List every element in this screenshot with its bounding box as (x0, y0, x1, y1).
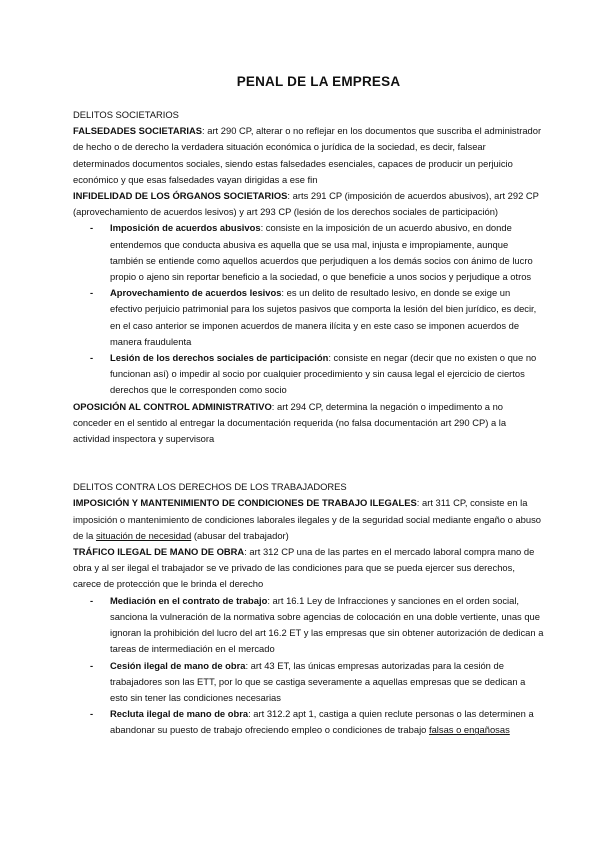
term: OPOSICIÓN AL CONTROL ADMINISTRATIVO (73, 400, 272, 412)
definition: : consiste en negar (decir que no existen o que no funcionan así) o impedir al socio por cualquier procedimiento y sin causa legal el ejercicio de ciertos derechos que le corresponden como socio (110, 352, 537, 396)
definition: : art 290 CP, alterar o no reflejar en los documentos que suscriba el administrador de hecho o de derecho la verdadera situación económica o jurídica de la sociedad, es decir, falsear determinados documentos sociales, siendo estas falsedades esenciales, capaces de producir un perjuicio económico y que esas falsedades vayan dirigidas a ese fin (73, 125, 542, 185)
definition: : consiste en la imposición de un acuerdo abusivo, en donde entendemos que conducta abusiva es aquella que se usa mal, injusta e impropiamente, aunque también se entiende como aquellos acuerdos que perjudiquen a los demás socios con ánimo de lucro propio o ajeno sin reportar beneficio a la sociedad, o que beneficie a unos socios y perjudique a otros (110, 222, 533, 283)
list-item (110, 593, 544, 658)
term: Lesión de los derechos sociales de participación (110, 352, 329, 364)
section-delitos-societarios (73, 107, 544, 447)
definition: : arts 291 CP (imposición de acuerdos abusivos), art 292 CP (aprovechamiento de acuerdos lesivos) y art 293 CP (lesión de los derechos sociales de participación) (73, 190, 539, 218)
definition: : art 16.1 Ley de Infracciones y sanciones en el orden social, sanciona la vulneración de la normativa sobre agencias de colocación en una doble vertiente, unas que ignoran la prohibición del lucro del art 16.2 ET y las empresas que sin obtener autorización de dedican a tareas de intermediación en el mercado (110, 594, 544, 655)
term: Mediación en el contrato de trabajo (110, 594, 268, 606)
term: Imposición de acuerdos abusivos (110, 222, 261, 234)
list-infidelidad (73, 220, 544, 398)
paragraph-infidelidad (73, 188, 544, 220)
document-title: PENAL DE LA EMPRESA (236, 74, 401, 89)
term: FALSEDADES SOCIETARIAS (73, 125, 203, 137)
term: Aprovechamiento de acuerdos lesivos (110, 287, 282, 299)
definition: : art 43 ET, las únicas empresas autorizadas para la cesión de trabajadores son las ETT, por lo que se castiga severamente a aquellas empresas que se dedican a esto sin tener las condiciones necesarias (110, 659, 526, 703)
underlined-text: situación de necesidad (95, 529, 192, 541)
term: Cesión ilegal de mano de obra (110, 659, 246, 671)
term: INFIDELIDAD DE LOS ÓRGANOS SOCIETARIOS (73, 190, 288, 202)
term: Recluta ilegal de mano de obra (110, 708, 249, 720)
list-item (110, 350, 544, 399)
section-derechos-trabajadores (73, 479, 544, 738)
term: TRÁFICO ILEGAL DE MANO DE OBRA (73, 546, 245, 558)
paragraph-oposicion-control (73, 399, 544, 448)
underlined-text: falsas o engañosas (428, 724, 510, 736)
list-item (110, 658, 544, 707)
list-trafico-ilegal (73, 593, 544, 739)
term: IMPOSICIÓN Y MANTENIMIENTO DE CONDICIONES DE TRABAJO ILEGALES (73, 497, 417, 509)
definition: : es un delito de resultado lesivo, en donde se exige un efectivo perjuicio patrimonial para los sujetos pasivos que comporta la lesión del bien jurídico, es decir, en el caso anterior se imponen acuerdos de manera ilícita y en este caso se imponen acuerdos de manera fraudulenta (110, 287, 537, 347)
section-heading: DELITOS CONTRA LOS DERECHOS DE LOS TRABAJADORES (73, 481, 347, 493)
paragraph-trafico-ilegal (73, 544, 544, 593)
list-item (110, 220, 544, 285)
section-gap (73, 447, 544, 479)
paragraph-condiciones-ilegales (73, 495, 544, 544)
definition: : art 294 CP, determina la negación o impedimento a no conceder en el sentido al entregar la documentación requerida (no falsa documentación art 290 CP) a la actividad inspectora y supervisora (73, 400, 507, 445)
definition-tail: (abusar del trabajador) (191, 529, 289, 541)
paragraph-falsedades-societarias (73, 123, 544, 188)
section-heading: DELITOS SOCIETARIOS (73, 109, 179, 120)
definition: : art 312.2 apt 1, castiga a quien reclute personas o las determinen a abandonar su puesto de trabajo ofreciendo empleo o condiciones de trabajo (110, 708, 534, 736)
list-item (110, 285, 544, 350)
definition: : art 312 CP una de las partes en el mercado laboral compra mano de obra y al ser ilegal el trabajador se ve privado de las condiciones para que se pueda ejercer sus derechos, carece de protección que le brinda el derecho (73, 546, 535, 590)
list-item (110, 706, 544, 738)
definition: : art 311 CP, consiste en la imposición o mantenimiento de condiciones laborales ilegales y de la seguridad social mediante engaño o abuso de la (73, 497, 542, 541)
